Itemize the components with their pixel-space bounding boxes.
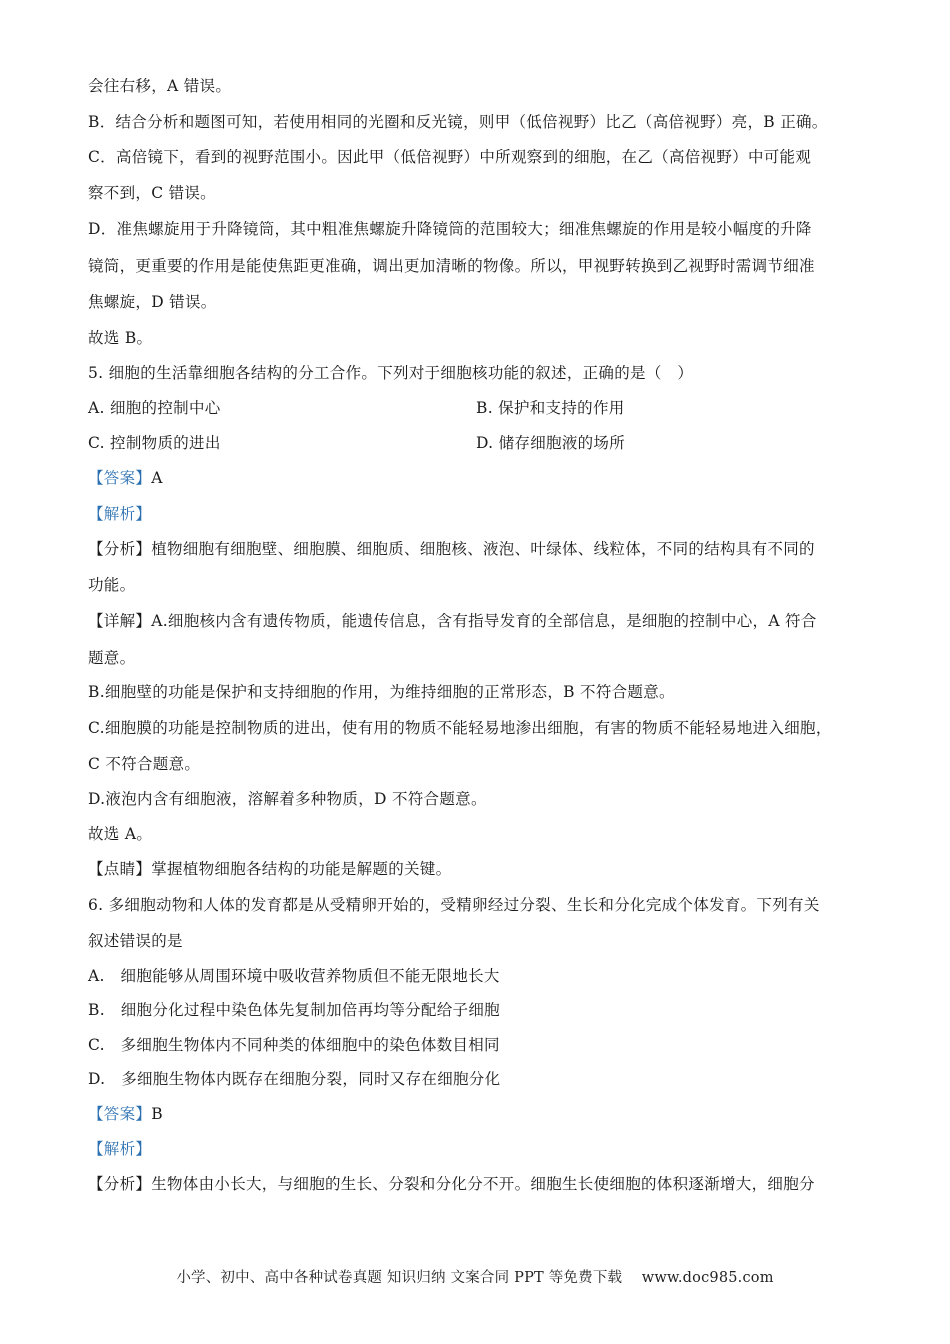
answer-tag: 【答案】	[88, 469, 152, 487]
q6-fenxi	[88, 1174, 815, 1194]
text-line: D．准焦螺旋用于升降镜筒，其中粗准焦螺旋升降镜筒的范围较大；细准焦螺旋的作用是较小幅度的升降	[88, 220, 812, 238]
q5-xiangjie	[88, 611, 817, 631]
q6-jiexi	[88, 1139, 151, 1159]
text-line: 焦螺旋，D 错误。	[88, 293, 217, 311]
text-line: 题意。	[88, 649, 136, 667]
q5-dianjing	[88, 859, 451, 879]
fenxi-text: 生物体由小长大，与细胞的生长、分裂和分化分不开。细胞生长使细胞的体积逐渐增大，细胞分	[151, 1175, 815, 1193]
q5-jiexi	[88, 504, 151, 524]
q6-option-d: D. 多细胞生物体内既存在细胞分裂，同时又存在细胞分化	[88, 1070, 501, 1088]
q5-option-d: D. 储存细胞液的场所	[476, 434, 626, 452]
q6-answer	[88, 1104, 163, 1124]
answer-tag: 【答案】	[88, 1105, 152, 1123]
page-footer: 小学、初中、高中各种试卷真题 知识归纳 文案合同 PPT 等免费下载 www.doc985.com	[176, 1270, 774, 1286]
text-line: D.液泡内含有细胞液，溶解着多种物质，D 不符合题意。	[88, 790, 487, 808]
text-line: 会往右移，A 错误。	[88, 77, 232, 95]
question-5-stem: 5. 细胞的生活靠细胞各结构的分工合作。下列对于细胞核功能的叙述，正确的是（ ）	[88, 364, 694, 382]
answer-value: A	[151, 469, 163, 487]
q6-option-b: B. 细胞分化过程中染色体先复制加倍再均等分配给子细胞	[88, 1001, 500, 1019]
q5-answer	[88, 468, 163, 488]
q5-fenxi	[88, 539, 815, 559]
text-line: 故选 B。	[88, 329, 153, 347]
question-6-stem-cont: 叙述错误的是	[88, 932, 183, 950]
text-line: 察不到，C 错误。	[88, 184, 216, 202]
answer-value: B	[151, 1105, 163, 1123]
q5-option-a: A. 细胞的控制中心	[88, 399, 221, 417]
q5-option-b: B. 保护和支持的作用	[476, 399, 625, 417]
dianjing-tag: 【点睛】	[88, 860, 152, 878]
text-line: C 不符合题意。	[88, 755, 201, 773]
text-line: 镜筒，更重要的作用是能使焦距更准确，调出更加清晰的物像。所以，甲视野转换到乙视野时需调节细准	[88, 257, 815, 275]
text-line: 功能。	[88, 576, 136, 594]
text-line: C.细胞膜的功能是控制物质的进出，使有用的物质不能轻易地渗出细胞，有害的物质不能轻易地进入细胞，	[88, 719, 832, 737]
xiangjie-tag: 【详解】	[88, 612, 152, 630]
text-line: 故选 A。	[88, 825, 153, 843]
fenxi-text: 植物细胞有细胞壁、细胞膜、细胞质、细胞核、液泡、叶绿体、线粒体，不同的结构具有不同的	[151, 540, 815, 558]
text-line: B.细胞壁的功能是保护和支持细胞的作用，为维持细胞的正常形态，B 不符合题意。	[88, 683, 675, 701]
text-line: C．高倍镜下，看到的视野范围小。因此甲（低倍视野）中所观察到的细胞，在乙（高倍视野）中可能观	[88, 148, 812, 166]
xiangjie-text: A.细胞核内含有遗传物质，能遗传信息，含有指导发育的全部信息，是细胞的控制中心，A 符合	[151, 612, 817, 630]
dianjing-text: 掌握植物细胞各结构的功能是解题的关键。	[151, 860, 452, 878]
fenxi-tag: 【分析】	[88, 540, 152, 558]
q6-option-c: C. 多细胞生物体内不同种类的体细胞中的染色体数目相同	[88, 1036, 500, 1054]
q5-option-c: C. 控制物质的进出	[88, 434, 221, 452]
jiexi-tag: 【解析】	[88, 505, 152, 523]
fenxi-tag: 【分析】	[88, 1175, 152, 1193]
text-line: B．结合分析和题图可知，若使用相同的光圈和反光镜，则甲（低倍视野）比乙（高倍视野）亮，B 正确。	[88, 113, 828, 131]
q6-option-a: A. 细胞能够从周围环境中吸收营养物质但不能无限地长大	[88, 967, 500, 985]
question-6-stem: 6. 多细胞动物和人体的发育都是从受精卵开始的，受精卵经过分裂、生长和分化完成个体发育。下列有关	[88, 896, 820, 914]
jiexi-tag: 【解析】	[88, 1140, 152, 1158]
